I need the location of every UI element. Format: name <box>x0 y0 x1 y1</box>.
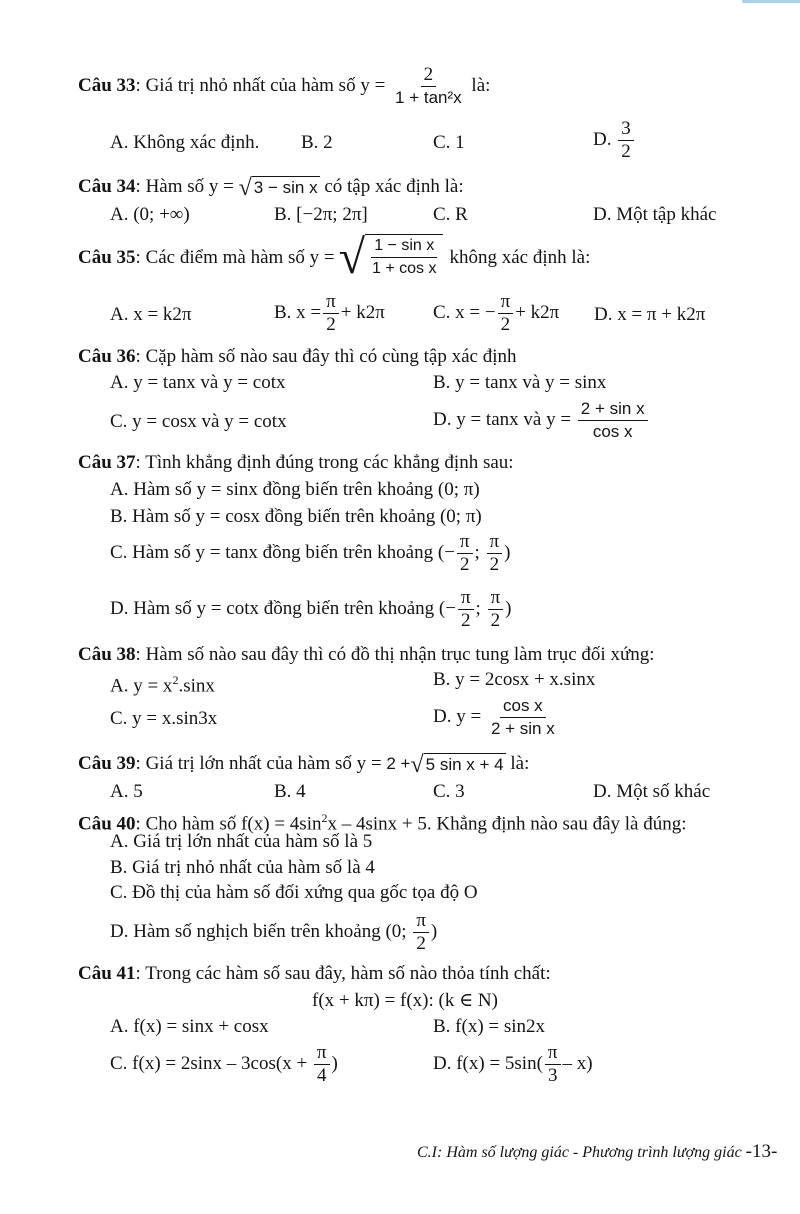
numerator: π <box>545 1042 561 1065</box>
option-label: C. f(x) = 2sinx – 3cos(x + <box>110 1052 308 1074</box>
option-c: C. R <box>433 204 468 225</box>
option-d <box>433 1042 593 1087</box>
question-label: Câu 40 <box>78 813 136 835</box>
superscript: 2 <box>321 811 328 825</box>
option-d <box>593 118 636 163</box>
question-41 <box>78 962 551 986</box>
separator: ; <box>475 597 481 619</box>
option-d: D. Một số khác <box>593 781 711 802</box>
denominator: 1 + cos x <box>371 260 437 277</box>
question-text-tail: x – 4sinx + 5. Khẳng định nào sau đây là đúng: <box>327 813 687 835</box>
option-c: C. Đồ thị của hàm số đối xứng qua gốc tọa độ O <box>110 882 478 903</box>
radicand: 5 sin x + 4 <box>424 753 506 777</box>
numerator: π <box>488 587 504 610</box>
fraction <box>488 695 558 740</box>
numerator: π <box>498 291 514 314</box>
page-footer <box>417 1141 777 1163</box>
option-label: D. f(x) = 5sin( <box>433 1052 543 1074</box>
question-text: : Cho hàm số f(x) = 4sin <box>135 813 322 835</box>
fraction <box>392 64 465 109</box>
denominator: 3 <box>547 1065 558 1086</box>
square-root: √ $\frac{\text{1 − sin x}}{\text{1 + cos x}}$ <box>339 234 444 282</box>
question-text: : Các điểm mà hàm số y = <box>135 247 335 268</box>
paren: ) <box>331 1052 338 1074</box>
paren: ) <box>504 541 511 563</box>
denominator: 2 + sin x <box>490 719 555 738</box>
question-label: Câu 39 <box>78 753 136 774</box>
denominator: 2 <box>489 554 500 575</box>
top-accent-bar <box>742 0 800 3</box>
separator: ; <box>474 541 480 563</box>
radicand: 3 − sin x <box>252 176 320 200</box>
question-label: Câu 41 <box>78 963 136 984</box>
chapter-title: C.I: Hàm số lượng giác - Phương trình lượng giác <box>417 1144 742 1161</box>
option-b: B. y = 2cosx + x.sinx <box>433 669 596 690</box>
question-text: : Hàm số y = <box>135 176 234 197</box>
question-text: : Giá trị lớn nhất của hàm số y = <box>135 753 382 774</box>
fraction <box>369 235 439 280</box>
option-d <box>110 587 512 632</box>
square-root: √ 5 sin x + 4 <box>410 751 504 778</box>
question-33 <box>78 64 490 109</box>
option-d <box>110 910 437 955</box>
numerator: π <box>458 587 474 610</box>
question-37 <box>78 451 514 475</box>
question-end: không xác định là: <box>449 247 591 268</box>
question-end: là: <box>471 74 491 96</box>
option-b: B. y = tanx và y = sinx <box>433 372 607 393</box>
fraction <box>314 1042 330 1087</box>
denominator: 2 <box>490 610 501 631</box>
denominator: 4 <box>316 1065 327 1086</box>
fraction <box>413 910 429 955</box>
option-b: B. Giá trị nhỏ nhất của hàm số là 4 <box>110 857 375 878</box>
option-c <box>110 1042 338 1087</box>
numerator: 2 <box>421 64 437 87</box>
fraction <box>488 587 504 632</box>
option-label: D. Hàm số y = cotx đồng biến trên khoảng (− <box>110 597 456 619</box>
option-c <box>110 531 510 576</box>
paren: ) <box>430 920 438 942</box>
option-a: A. x = k2π <box>110 304 192 325</box>
option-b: B. 4 <box>274 781 306 802</box>
option-label: D. y = <box>433 705 482 727</box>
superscript: 2 <box>172 673 179 687</box>
option-a: A. (0; +∞) <box>110 204 190 225</box>
numerator: 3 <box>618 118 634 141</box>
numerator: π <box>457 531 473 554</box>
square-root: √ 3 − sin x <box>238 174 318 201</box>
fraction <box>323 291 339 336</box>
fraction <box>498 291 514 336</box>
option-label: D. <box>593 128 612 150</box>
option-tail: .sinx <box>178 675 215 697</box>
denominator: 2 <box>326 314 336 335</box>
numerator: π <box>323 291 339 314</box>
denominator: 2 <box>621 141 631 162</box>
option-label: C. Hàm số y = tanx đồng biến trên khoảng (− <box>110 541 455 563</box>
question-label: Câu 37 <box>78 452 136 473</box>
question-38 <box>78 643 655 667</box>
option-tail: – x) <box>562 1052 593 1074</box>
question-label: Câu 33 <box>78 74 136 96</box>
option-a: A. y = tanx và y = cotx <box>110 372 286 393</box>
option-c: C. y = x.sin3x <box>110 708 218 729</box>
option-label: C. x = − <box>433 301 496 323</box>
option-label: D. Hàm số nghịch biến trên khoảng (0; <box>110 920 407 942</box>
numerator: cos x <box>500 695 546 718</box>
denominator: 2 <box>459 554 470 575</box>
question-35 <box>78 232 590 284</box>
option-tail: + k2π <box>515 301 560 323</box>
option-d <box>433 398 650 443</box>
option-d: D. Một tập khác <box>593 204 717 225</box>
paren: ) <box>505 597 512 619</box>
fraction <box>578 398 648 443</box>
option-c <box>433 291 559 336</box>
question-text: : Giá trị nhỏ nhất của hàm số y = <box>135 74 386 96</box>
question-36 <box>78 345 517 369</box>
option-a: A. f(x) = sinx + cosx <box>110 1016 269 1037</box>
denominator: 2 <box>500 314 511 335</box>
fraction <box>458 587 474 632</box>
question-text: : Trong các hàm số sau đây, hàm số nào thỏa tính chất: <box>135 963 551 984</box>
option-label: D. y = tanx và y = <box>433 408 572 430</box>
denominator: cos x <box>592 422 633 441</box>
question-text: : Cặp hàm số nào sau đây thì có cùng tập xác định <box>135 346 517 367</box>
question-label: Câu 34 <box>78 176 136 197</box>
option-a <box>110 668 215 698</box>
question-end: có tập xác định là: <box>324 176 464 197</box>
option-c: C. 1 <box>433 132 465 153</box>
option-d: D. x = π + k2π <box>594 304 706 325</box>
fraction <box>487 531 503 576</box>
option-tail: + k2π <box>340 301 385 323</box>
numerator: π <box>413 910 429 933</box>
denominator: 2 <box>461 610 471 631</box>
question-end: là: <box>510 753 530 774</box>
option-a: A. Giá trị lớn nhất của hàm số là 5 <box>110 831 373 852</box>
question-label: Câu 36 <box>78 346 136 367</box>
numerator: 2 + sin x <box>578 398 648 421</box>
option-label: B. x = <box>274 301 322 323</box>
option-b: B. Hàm số y = cosx đồng biến trên khoảng (0; π) <box>110 506 482 527</box>
option-a: A. 5 <box>110 781 143 802</box>
option-c: C. y = cosx và y = cotx <box>110 411 287 432</box>
fraction <box>618 118 634 163</box>
option-b: B. 2 <box>301 132 333 153</box>
option-label: A. y = x <box>110 675 173 697</box>
question-text: : Tình khẳng định đúng trong các khẳng định sau: <box>135 452 514 473</box>
fraction <box>457 531 473 576</box>
option-b: B. [−2π; 2π] <box>274 204 368 225</box>
numerator: π <box>487 531 503 554</box>
option-a: A. Không xác định. <box>110 132 260 153</box>
numerator: π <box>314 1042 330 1065</box>
denominator: 2 <box>416 933 426 954</box>
question-label: Câu 38 <box>78 644 136 665</box>
option-b <box>274 291 385 336</box>
option-d <box>433 695 560 740</box>
question-34 <box>78 175 464 200</box>
option-a: A. Hàm số y = sinx đồng biến trên khoảng (0; π) <box>110 479 480 500</box>
question-39 <box>78 752 529 777</box>
denominator: 1 + tan²x <box>395 88 462 107</box>
property-formula: f(x + kπ) = f(x): (k ∈ N) <box>312 990 498 1011</box>
option-c: C. 3 <box>433 781 465 802</box>
expression: 2 + <box>386 754 411 773</box>
question-label: Câu 35 <box>78 247 136 268</box>
option-b: B. f(x) = sin2x <box>433 1016 546 1037</box>
question-text: : Hàm số nào sau đây thì có đồ thị nhận trục tung làm trục đối xứng: <box>135 644 655 665</box>
fraction <box>545 1042 561 1087</box>
numerator: 1 − sin x <box>371 235 437 258</box>
page-number: -13- <box>745 1141 778 1162</box>
